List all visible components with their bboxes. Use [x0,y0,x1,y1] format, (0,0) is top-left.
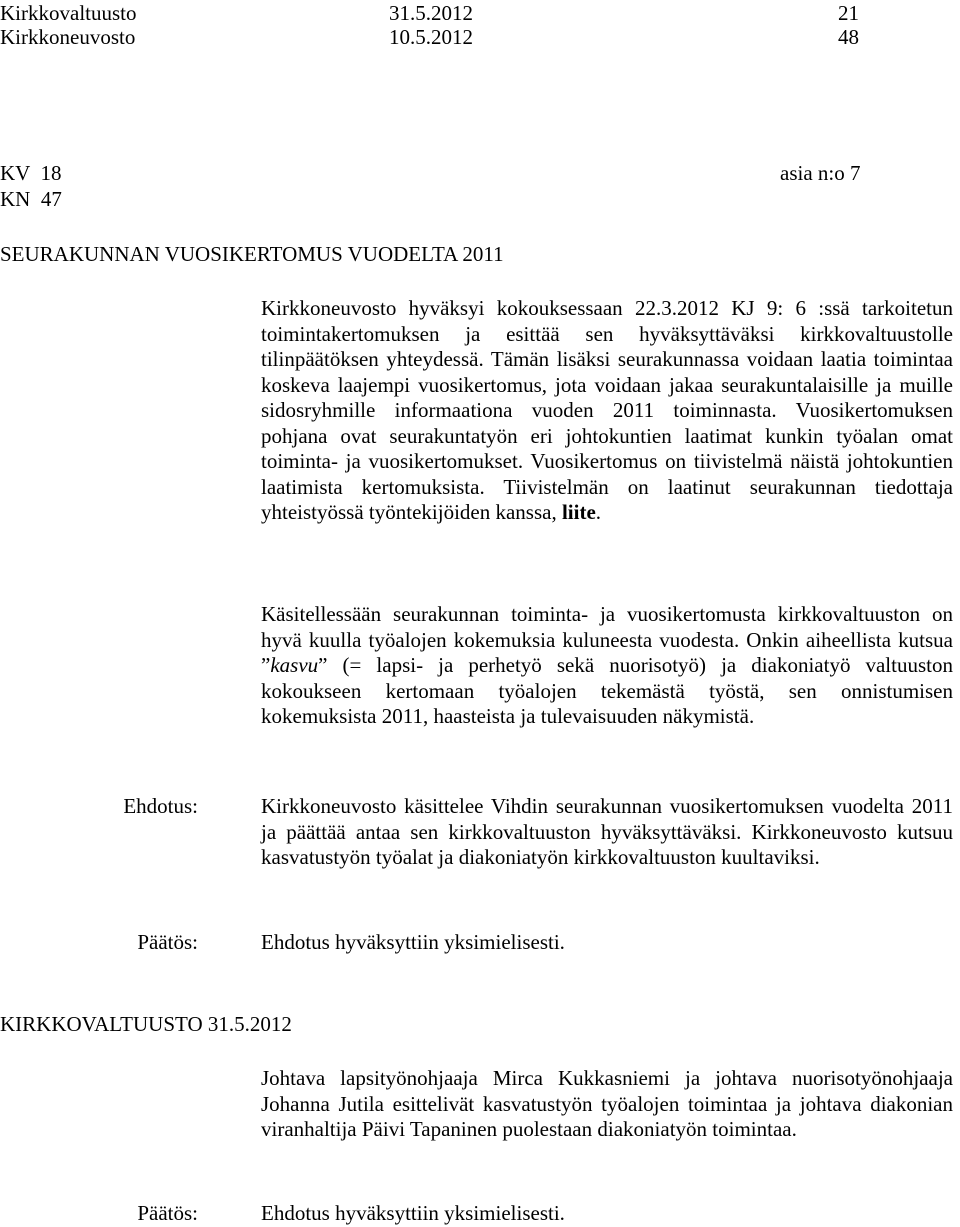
case-number: asia n:o 7 [780,161,861,185]
decision-text: Ehdotus hyväksyttiin yksimielisesti. [261,930,565,954]
intro-text: Kirkkoneuvosto hyväksyi kokouksessaan 22.3.2012 KJ 9: 6 :ssä tarkoitetun toimintakertomuksen ja esittää sen hyväksyttäväksi kirkkovaltuustolle tilinpäätöksen yhteydessä. Tämän lisäksi seurakunnassa voidaan laatia toimintaa koskeva laajempi vuosikertomus, jota voidaan jakaa seurakuntalaisille ja muille sidosryhmille informaationa vuoden 2011 toiminnasta. Vuosikertomuksen pohjana ovat seurakuntatyön eri johtokuntien laatimat kunkin työalan omat toiminta- ja vuosikertomukset. Vuosikertomus on tiivistelmä näistä johtokuntien laatimista kertomuksista. Tiivistelmän on laatinut seurakunnan tiedottaja yhteistyössä työntekijöiden kanssa, [261,296,953,524]
header-date-2: 10.5.2012 [389,25,473,49]
council-paragraph: Johtava lapsityönohjaaja Mirca Kukkasniemi ja johtava nuorisotyönohjaaja Johanna Jutila esittelivät kasvatustyön työalojen toimintaa ja johtava diakonian viranhaltija Päivi Tapaninen puolestaan diakoniatyön toimintaa. [261,1066,953,1141]
kasvu-term: kasvu [270,653,319,677]
council-heading: KIRKKOVALTUUSTO 31.5.2012 [0,1012,292,1036]
council-decision-label: Päätös: [137,1201,198,1225]
intro-paragraph: Kirkkoneuvosto hyväksyi kokouksessaan 22.3.2012 KJ 9: 6 :ssä tarkoitetun toimintakertomuksen ja esittää sen hyväksyttäväksi kirkkovaltuustolle tilinpäätöksen yhteydessä. Tämän lisäksi seurakunnassa voidaan laatia toimintaa koskeva laajempi vuosikertomus, jota voidaan jakaa seurakuntalaisille ja muille sidosryhmille informaationa vuoden 2011 toiminnasta. Vuosikertomuksen pohjana ovat seurakuntatyön eri johtokuntien laatimat kunkin työalan omat toiminta- ja vuosikertomukset. Vuosikertomus on tiivistelmä näistä johtokuntien laatimista kertomuksista. Tiivistelmän on laatinut seurakunnan tiedottaja yhteistyössä työntekijöiden kanssa, liite. [261,296,953,524]
header-date-1: 31.5.2012 [389,1,473,25]
kv-section-ref: KV 18 [0,161,62,185]
decision-label: Päätös: [137,930,198,954]
second-paragraph: Käsitellessään seurakunnan toiminta- ja vuosikertomusta kirkkovaltuuston on hyvä kuulla työalojen kokemuksia kuluneesta vuodesta. Onkin aiheellista kutsua ”kasvu” (= lapsi- ja perhetyö sekä nuorisotyö) ja diakoniatyö valtuuston kokoukseen kertomaan työalojen tekemästä työstä, sen onnistumisen kokemuksista 2011, haasteista ja tulevaisuuden näkymistä. [261,602,953,728]
document-title: SEURAKUNNAN VUOSIKERTOMUS VUODELTA 2011 [0,242,504,266]
attachment-link: liite [561,500,596,524]
header-page-2: 48 [838,25,859,49]
proposal-text: Kirkkoneuvosto käsittelee Vihdin seurakunnan vuosikertomuksen vuodelta 2011 ja päättää antaa sen kirkkovaltuuston hyväksyttäväksi. Kirkkoneuvosto kutsuu kasvatustyön työalat ja diakoniatyön kirkkovaltuuston kuultaviksi. [261,794,953,869]
council-decision-text: Ehdotus hyväksyttiin yksimielisesti. [261,1201,565,1225]
kn-section-ref: KN 47 [0,187,62,211]
header-body-2: Kirkkoneuvosto [0,25,136,49]
header-body-1: Kirkkovaltuusto [0,1,137,25]
header-page-1: 21 [838,1,859,25]
proposal-label: Ehdotus: [123,794,198,818]
